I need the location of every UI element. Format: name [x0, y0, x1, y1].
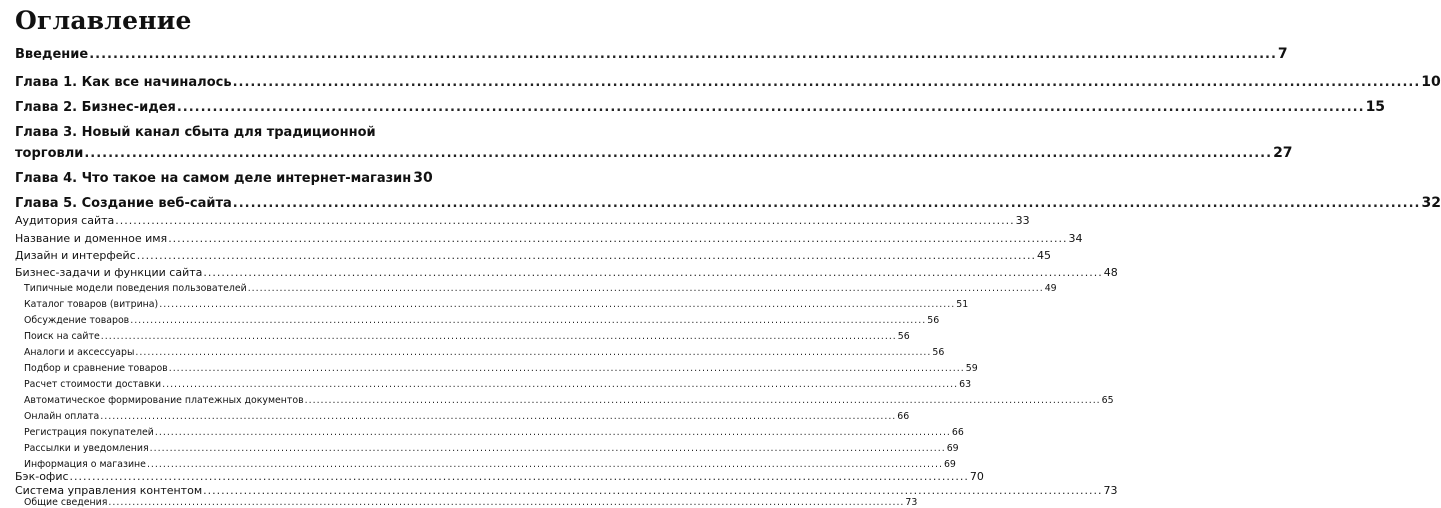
toc-entry-label: Онлайн оплата — [24, 411, 100, 422]
toc-leader-dots — [147, 459, 943, 470]
toc-leader-dots — [89, 47, 1277, 62]
toc-entry-general-info[interactable] — [24, 497, 918, 508]
toc-entry-registration[interactable] — [24, 427, 964, 438]
toc-leader-dots — [100, 411, 896, 422]
toc-entry-page: 33 — [1015, 214, 1030, 227]
toc-leader-dots — [70, 470, 969, 483]
toc-entry-chapter-2[interactable] — [15, 99, 1386, 115]
toc-leader-dots — [169, 363, 965, 374]
toc-leader-dots — [137, 249, 1036, 262]
toc-entry-label: Аналоги и аксессуары — [24, 347, 135, 358]
toc-entry-online-payment[interactable] — [24, 411, 910, 422]
toc-entry-delivery[interactable] — [24, 379, 972, 390]
toc-leader-dots — [248, 283, 1044, 294]
toc-entry-mailing[interactable] — [24, 443, 959, 454]
toc-entry-page: 7 — [1277, 46, 1288, 62]
toc-entry-label: Глава 1. Как все начиналось — [15, 75, 232, 90]
toc-leader-dots — [203, 484, 1102, 497]
toc-entry-page: 65 — [1101, 395, 1114, 406]
toc-entry-label: Бизнес-задачи и функции сайта — [15, 266, 203, 279]
toc-entry-chapter-3-line1[interactable]: Глава 3. Новый канал сбыта для традиционной — [15, 125, 376, 140]
toc-entry-catalog[interactable] — [24, 299, 969, 310]
toc-entry-discussion[interactable] — [24, 315, 940, 326]
toc-entry-page: 56 — [927, 315, 940, 326]
toc-leader-dots — [130, 315, 926, 326]
toc-entry-chapter-3[interactable] — [15, 145, 1293, 161]
toc-entry-back-office[interactable] — [15, 470, 984, 483]
toc-entry-label: Обсуждение товаров — [24, 315, 130, 326]
toc-entry-label: торговли — [15, 146, 84, 161]
toc-entry-page: 49 — [1044, 283, 1057, 294]
toc-entry-page: 70 — [969, 470, 984, 483]
toc-leader-dots — [155, 427, 951, 438]
toc-entry-page: 30 — [413, 170, 433, 186]
toc-entry-search[interactable] — [24, 331, 910, 342]
toc-entry-page: 56 — [897, 331, 910, 342]
toc-entry-page: 73 — [1103, 484, 1118, 497]
toc-entry-label: Типичные модели поведения пользователей — [24, 283, 247, 294]
toc-leader-dots — [101, 331, 897, 342]
toc-entry-design[interactable] — [15, 249, 1052, 262]
toc-leader-dots — [168, 232, 1067, 245]
toc-leader-dots — [233, 75, 1421, 90]
toc-entry-page: 34 — [1068, 232, 1083, 245]
toc-entry-label: Глава 4. Что такое на самом деле интернет-магазин — [15, 171, 412, 186]
toc-entry-chapter-1[interactable] — [15, 74, 1441, 90]
toc-entry-page: 45 — [1037, 249, 1052, 262]
toc-entry-page: 59 — [965, 363, 978, 374]
toc-entry-page: 10 — [1421, 74, 1441, 90]
toc-entry-page: 15 — [1365, 99, 1386, 115]
toc-entry-analogs[interactable] — [24, 347, 945, 358]
toc-leader-dots — [115, 214, 1014, 227]
toc-entry-label: Регистрация покупателей — [24, 427, 154, 438]
toc-leader-dots — [108, 497, 904, 508]
toc-entry-page: 66 — [951, 427, 964, 438]
toc-entry-label: Система управления контентом — [15, 484, 203, 497]
toc-entry-comparison[interactable] — [24, 363, 978, 374]
toc-leader-dots — [159, 299, 955, 310]
toc-entry-label: Информация о магазине — [24, 459, 146, 470]
toc-entry-label: Общие сведения — [24, 497, 108, 508]
toc-entry-label: Каталог товаров (витрина) — [24, 299, 159, 310]
toc-leader-dots — [203, 266, 1102, 279]
toc-leader-dots — [135, 347, 931, 358]
toc-entry-label: Бэк-офис — [15, 470, 69, 483]
toc-entry-label: Расчет стоимости доставки — [24, 379, 162, 390]
toc-leader-dots — [177, 100, 1365, 115]
toc-entry-chapter-4[interactable] — [15, 170, 433, 186]
toc-entry-label: Глава 5. Создание веб-сайта — [15, 196, 232, 211]
toc-entry-label: Название и доменное имя — [15, 232, 168, 245]
toc-entry-label: Дизайн и интерфейс — [15, 249, 136, 262]
toc-entry-chapter-5[interactable] — [15, 195, 1441, 211]
toc-entry-page: 69 — [946, 443, 959, 454]
toc-leader-dots — [305, 395, 1101, 406]
toc-leader-dots — [162, 379, 958, 390]
toc-entry-label: Аудитория сайта — [15, 214, 115, 227]
toc-entry-page: 56 — [932, 347, 945, 358]
toc-entry-page: 66 — [897, 411, 910, 422]
toc-leader-dots — [150, 443, 946, 454]
toc-leader-dots — [84, 146, 1272, 161]
toc-entry-page: 32 — [1421, 195, 1441, 211]
toc-entry-cms[interactable] — [15, 484, 1118, 497]
toc-entry-label: Введение — [15, 47, 89, 62]
toc-entry-label: Автоматическое формирование платежных документов — [24, 395, 304, 406]
toc-entry-page: 73 — [905, 497, 918, 508]
toc-entry-label: Подбор и сравнение товаров — [24, 363, 168, 374]
toc-entry-page: 48 — [1103, 266, 1118, 279]
toc-entry-user-behavior[interactable] — [24, 283, 1057, 294]
toc-entry-payment-docs[interactable] — [24, 395, 1114, 406]
toc-entry-label: Глава 2. Бизнес-идея — [15, 100, 176, 115]
toc-entry-page: 69 — [943, 459, 956, 470]
toc-entry-label: Рассылки и уведомления — [24, 443, 149, 454]
toc-entry-page: 27 — [1273, 145, 1293, 161]
toc-entry-audience[interactable] — [15, 214, 1030, 227]
toc-entry-page: 63 — [959, 379, 972, 390]
toc-entry-store-info[interactable] — [24, 459, 956, 470]
toc-entry-intro[interactable] — [15, 46, 1288, 62]
page-title: Оглавление — [15, 6, 192, 35]
toc-leader-dots — [233, 196, 1421, 211]
toc-entry-page: 51 — [956, 299, 969, 310]
toc-entry-business-tasks[interactable] — [15, 266, 1118, 279]
toc-entry-domain-name[interactable] — [15, 232, 1083, 245]
toc-entry-label: Поиск на сайте — [24, 331, 100, 342]
